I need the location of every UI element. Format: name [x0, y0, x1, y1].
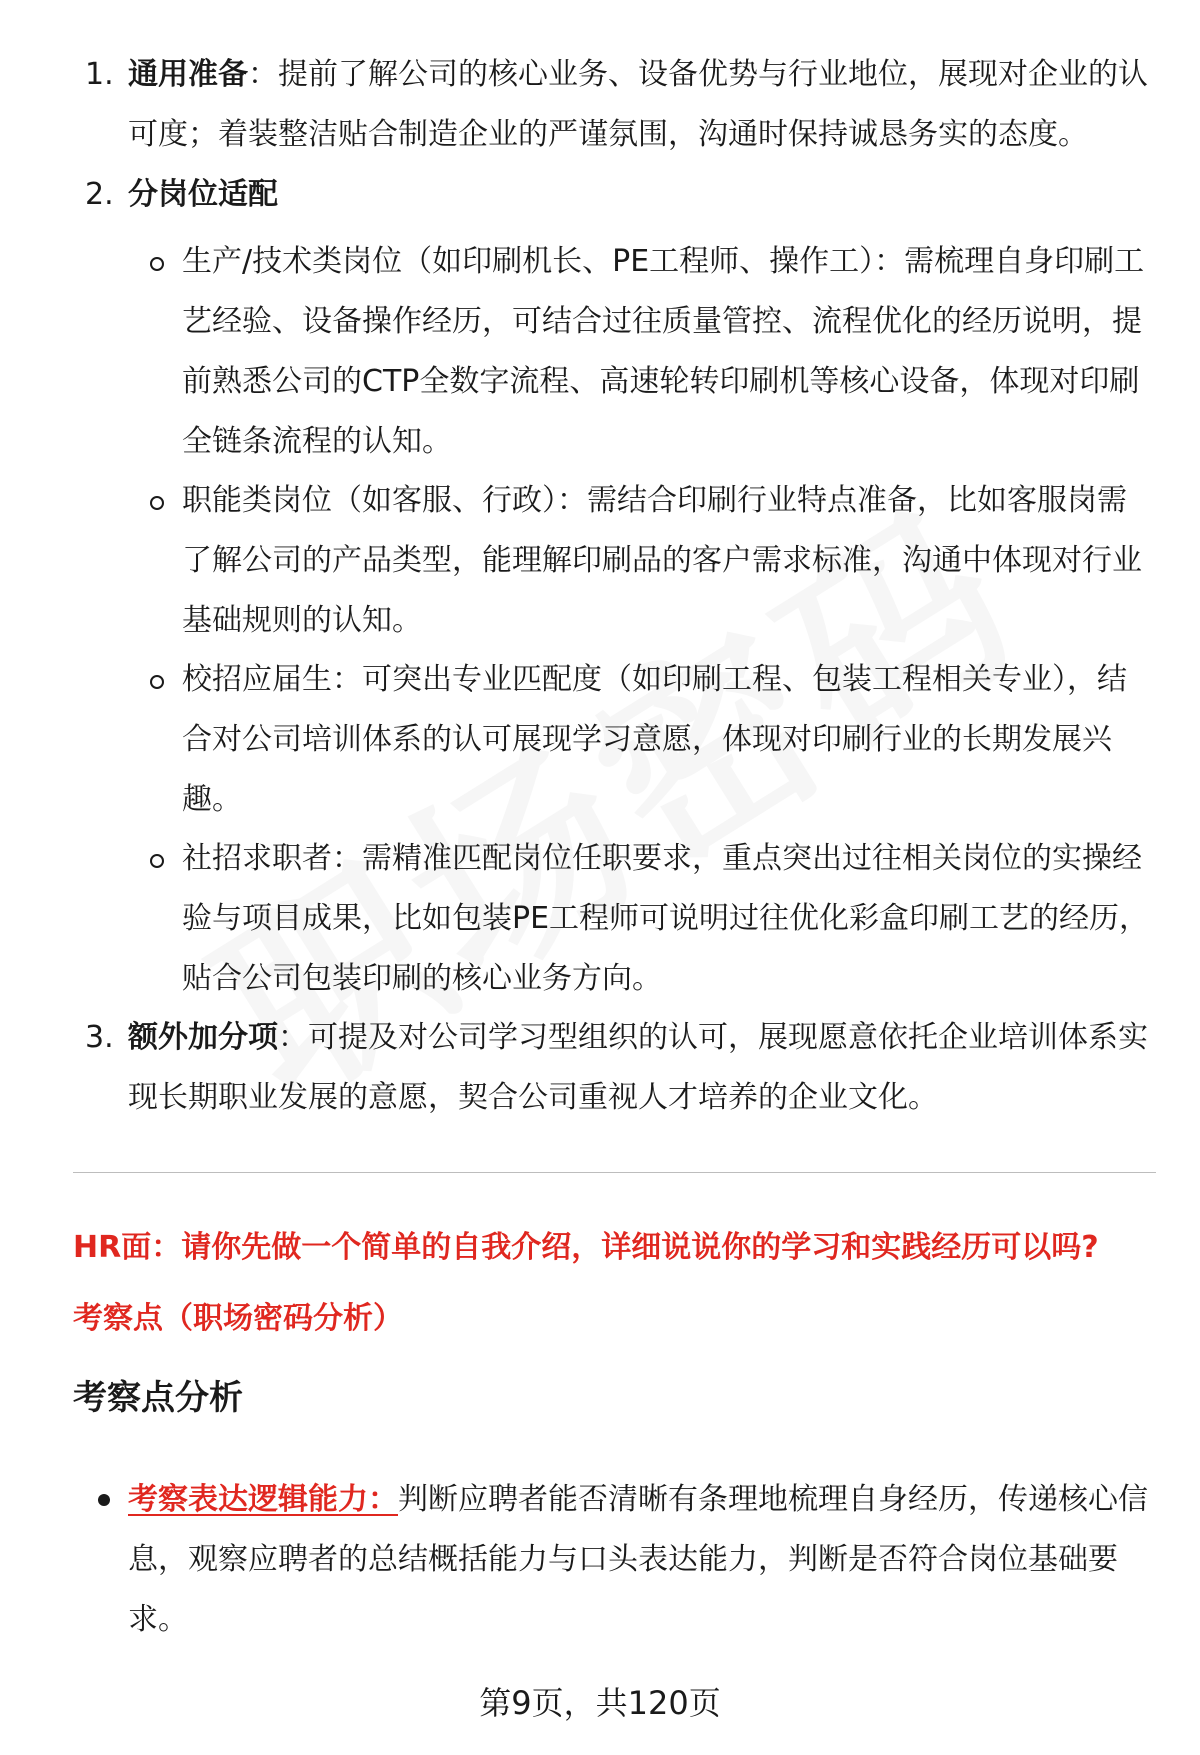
- list-item-body: ：可提及对公司学习型组织的认可，展现愿意依托企业培训体系实现长期职业发展的意愿，契合公司重视人才培养的企业文化。: [128, 1020, 1148, 1115]
- sub-item-function: 职能类岗位（如客服、行政）：需结合印刷行业特点准备，比如客服岗需了解公司的产品类型，能理解印刷品的客户需求标准，沟通中体现对行业基础规则的认知。: [182, 483, 1142, 638]
- list-item-label: 额外加分项: [128, 1020, 278, 1055]
- hr-question: HR面：请你先做一个简单的自我介绍，详细说说你的学习和实践经历可以吗?: [73, 1230, 1099, 1265]
- bullet-dot-icon: [98, 1494, 110, 1506]
- list-item-text: [128, 45, 1148, 165]
- list-item-text: [128, 1008, 1148, 1128]
- sub-item-production: 生产/技术类岗位（如印刷机长、PE工程师、操作工）：需梳理自身印刷工艺经验、设备操作经历，可结合过往质量管控、流程优化的经历说明，提前熟悉公司的CTP全数字流程、高速轮转印刷机等核心设备，体现对印刷全链条流程的认知。: [182, 244, 1145, 459]
- divider: [73, 1172, 1156, 1173]
- page-footer: 第9页，共120页: [479, 1684, 721, 1722]
- circle-bullet-icon: [150, 854, 164, 868]
- list-number: 2.: [85, 177, 114, 212]
- list-item-label: 分岗位适配: [128, 177, 278, 212]
- list-item-body: ：提前了解公司的核心业务、设备优势与行业地位，展现对企业的认可度；着装整洁贴合制造企业的严谨氛围，沟通时保持诚恳务实的态度。: [128, 57, 1148, 152]
- analysis-tag: 考察点（职场密码分析）: [73, 1301, 403, 1336]
- circle-bullet-icon: [150, 257, 164, 271]
- analysis-bullet-text: [128, 1470, 1148, 1650]
- analysis-bullet-body: 判断应聘者能否清晰有条理地梳理自身经历，传递核心信息，观察应聘者的总结概括能力与口头表达能力，判断是否符合岗位基础要求。: [128, 1482, 1148, 1637]
- list-number: 3.: [85, 1020, 114, 1055]
- list-item-text: [128, 165, 1148, 225]
- list-item-label: 通用准备: [128, 57, 248, 92]
- sub-item-social: 社招求职者：需精准匹配岗位任职要求，重点突出过往相关岗位的实操经验与项目成果，比如包装PE工程师可说明过往优化彩盒印刷工艺的经历，贴合公司包装印刷的核心业务方向。: [182, 841, 1150, 996]
- section-heading: 考察点分析: [73, 1378, 243, 1418]
- list-number: 1.: [85, 57, 114, 92]
- analysis-bullet-label: 考察表达逻辑能力：: [128, 1482, 398, 1517]
- circle-bullet-icon: [150, 496, 164, 510]
- sub-item-campus: 校招应届生：可突出专业匹配度（如印刷工程、包装工程相关专业），结合对公司培训体系的认可展现学习意愿，体现对印刷行业的长期发展兴趣。: [182, 662, 1127, 817]
- circle-bullet-icon: [150, 675, 164, 689]
